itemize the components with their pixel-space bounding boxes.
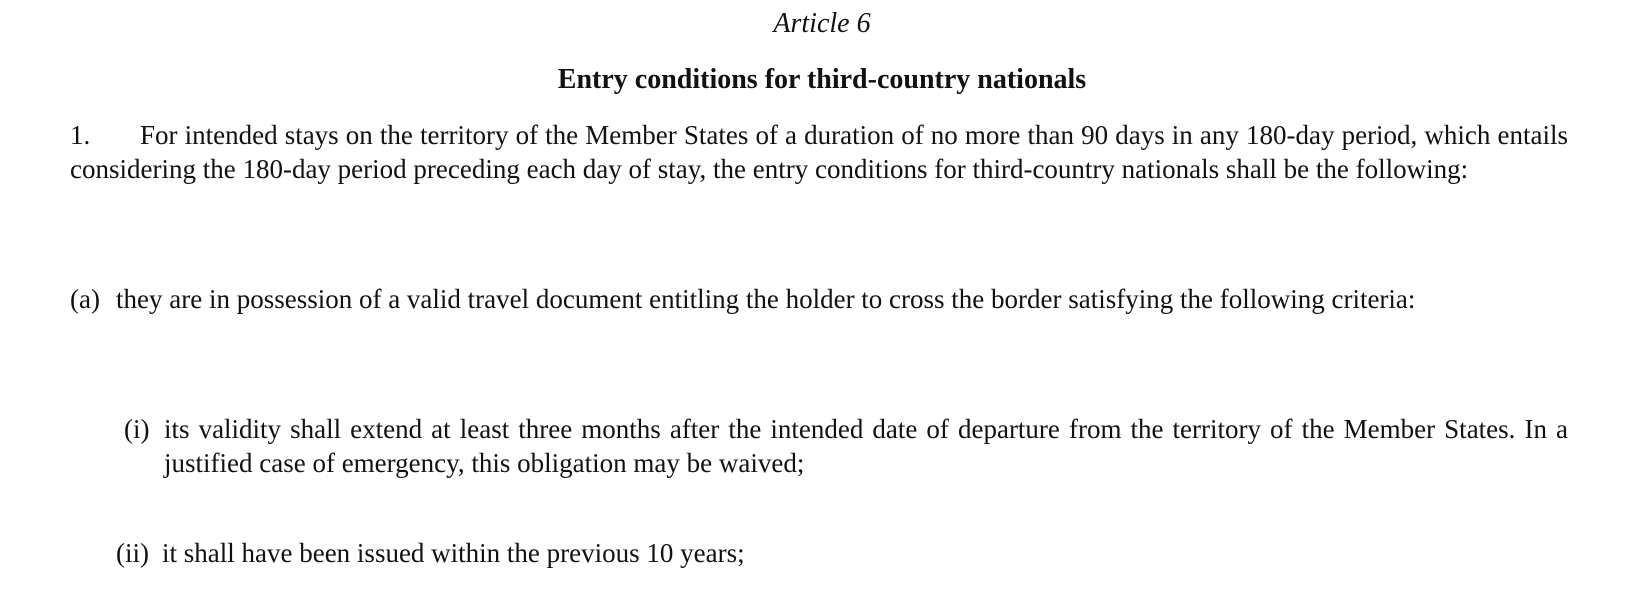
article-number: Article 6	[773, 8, 871, 39]
point-a-text: they are in possession of a valid travel document entitling the holder to cross the border satisfying the following criteria:	[116, 284, 1416, 314]
point-a-label: (a)	[70, 284, 100, 314]
sub-point-ii-text: it shall have been issued within the previous 10 years;	[162, 538, 745, 568]
paragraph-number: 1.	[70, 120, 91, 150]
paragraph-text: For intended stays on the territory of the Member States of a duration of no more than 90 days in any 180-day period, which entails considering the 180-day period preceding each day of stay, the entry conditions for third-country nationals shall be the following:	[70, 120, 1568, 184]
sub-point-i-text: its validity shall extend at least three months after the intended date of departure from the territory of the Member States. In a justified case of emergency, this obligation may be waived;	[164, 414, 1568, 478]
sub-point-ii-label: (ii)	[116, 538, 149, 568]
article-title: Entry conditions for third-country nationals	[557, 64, 1087, 95]
sub-point-ii	[116, 536, 1568, 570]
sub-point-i-label: (i)	[124, 414, 150, 444]
sub-point-i	[124, 412, 1568, 480]
point-a	[70, 282, 1568, 316]
paragraph-1	[70, 118, 1568, 186]
